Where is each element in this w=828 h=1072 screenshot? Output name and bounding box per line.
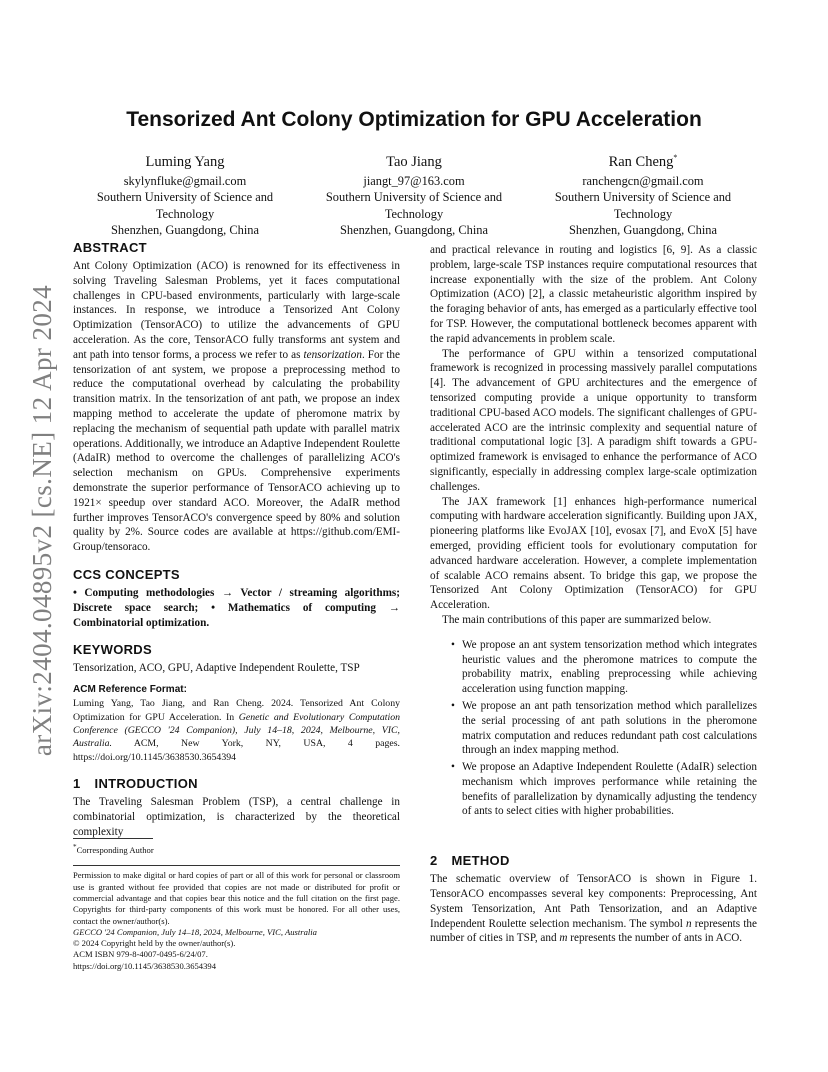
introduction-section xyxy=(73,776,400,839)
method-heading: 2 METHOD xyxy=(430,853,510,869)
author-affiliation: Southern University of Science and xyxy=(96,190,274,205)
introduction-paragraph-1-cont: and practical relevance in routing and logistics [6, 9]. As a classic problem, large-scale TSP instances require computational resources that increase exponentially with the size of the problem. Ant Colony Optimization (ACO) [2], a classic metaheuristic algorithm inspired by the foraging behavior of ants, has emerged as a particularly effective tool for TSP. However, the computational bottleneck becomes apparent with the rapid advancements in problem scale. xyxy=(430,244,758,345)
keywords-text: Tensorization, ACO, GPU, Adaptive Independent Roulette, TSP xyxy=(73,662,360,675)
keywords-section xyxy=(73,642,400,764)
ccs-section xyxy=(73,567,400,630)
author-affiliation-cont: Technology xyxy=(155,206,215,221)
author-name: Luming Yang xyxy=(145,153,225,170)
author-affiliation: Southern University of Science and xyxy=(554,190,732,205)
corresponding-author-note: *Corresponding Author xyxy=(73,843,154,855)
conference-line: GECCO '24 Companion, July 14–18, 2024, Melbourne, VIC, Australia xyxy=(73,926,317,937)
bullet-icon: • xyxy=(451,638,455,651)
paper-title: Tensorized Ant Colony Optimization for GPU Acceleration xyxy=(126,108,702,131)
abstract-heading: ABSTRACT xyxy=(73,240,147,255)
author-email: jiangt_97@163.com xyxy=(363,173,465,188)
introduction-paragraph-4: The main contributions of this paper are summarized below. xyxy=(442,613,712,626)
isbn-line: ACM ISBN 979-8-4007-0495-6/24/07. xyxy=(73,949,208,960)
author-email: skylynfluke@gmail.com xyxy=(123,173,247,188)
author-affiliation-cont: Technology xyxy=(384,206,444,221)
copyright-line: © 2024 Copyright held by the owner/author(s). xyxy=(73,938,236,949)
arxiv-identifier: arXiv:2404.04895v2 [cs.NE] 12 Apr 2024 xyxy=(27,284,58,756)
keywords-heading: KEYWORDS xyxy=(73,642,152,658)
introduction-paragraph-2: The performance of GPU within a tensorized computational framework is recognized in processing massively parallel computations [4]. The advancement of GPU architectures and the emergence of tensorized computing provide a unique opportunity to transform traditional CPU-based ACO models. The significant challenges of GPU-accelerated ACO are the intrinsic complexity and sequential nature of traditional computational logic [3]. A paradigm shift towards a GPU-optimized framework is envisaged to enhance the performance of ACO significantly, especially in addressing complex large-scale optimization challenges. xyxy=(430,347,757,493)
list-item: • We propose an ant system tensorization method which integrates heuristic values and the pheromone matrices to compute the probability matrix, enabling preprocessing while achieving acceleration using function mapping. xyxy=(451,638,757,696)
author-affiliation: Southern University of Science and xyxy=(325,190,503,205)
doi-link[interactable]: https://doi.org/10.1145/3638530.3654394 xyxy=(73,960,216,971)
method-section xyxy=(430,853,757,946)
acm-reference-heading: ACM Reference Format: xyxy=(73,684,187,696)
author-location: Shenzhen, Guangdong, China xyxy=(340,223,488,238)
footnote-rule xyxy=(73,838,153,839)
arxiv-stamp xyxy=(18,270,68,770)
list-item: • We propose an ant path tensorization method which parallelizes the serial processing of ant path solutions in the pheromone matrix computation and reduces redundant path cost calculations through an index mapping method. xyxy=(451,699,757,757)
permission-rule xyxy=(73,865,400,866)
ccs-text: • Computing methodologies → Vector / streaming algorithms; Discrete space search; • Mathematics of computing → Combinatorial optimization. xyxy=(73,586,400,629)
introduction-paragraph-3: The JAX framework [1] enhances high-performance numerical computing with hardware acceleration significantly. Building upon JAX, pioneering platforms like EvoJAX [10], evosax [7], and EvoX [5] have emerged, providing efficient tools for evolutionary computation for advanced hardware acceleration. However, a complete implementation of scalable ACO remains absent. To bridge this gap, we propose the Tensorized Ant Colony Optimization (TensorACO) for GPU Acceleration. xyxy=(430,495,757,612)
author-name: Ran Cheng* xyxy=(608,153,678,170)
author-name: Tao Jiang xyxy=(386,153,442,170)
footnote-area xyxy=(73,838,400,972)
bullet-icon: • xyxy=(451,761,455,774)
bullet-icon: • xyxy=(451,699,455,712)
author-location: Shenzhen, Guangdong, China xyxy=(569,223,717,238)
author-email: ranchengcn@gmail.com xyxy=(582,173,704,188)
permission-text: Permission to make digital or hard copies of part or all of this work for personal or classroom use is granted without fee provided that copies are not made or distributed for profit or commercial advantage and that copies bear this notice and the full citation on the first page. Copyrights for third-party components of this work must be honored. For all other uses, contact the owner/author(s). xyxy=(73,870,400,926)
acm-reference-text: Luming Yang, Tao Jiang, and Ran Cheng. 2024. Tensorized Ant Colony Optimization for GPU Acceleration. In Genetic and Evolutionary Computation Conference (GECCO '24 Companion), July 14–18, 2024, Melbourne, VIC, Australia. ACM, New York, NY, USA, 4 pages. https://doi.org/10.1145/3638530.3654394 xyxy=(73,698,400,763)
author-affiliation-cont: Technology xyxy=(613,206,673,221)
author-3 xyxy=(531,148,755,239)
list-item: • We propose an Adaptive Independent Roulette (AdaIR) selection mechanism which improves performance while retaining the benefits of parallelization by dynamically adjusting the tendency of ants to select cities with higher probabilities. xyxy=(451,761,757,818)
method-paragraph-1: The schematic overview of TensorACO is shown in Figure 1. TensorACO encompasses several key components: Preprocessing, Ant System Tensorization, Ant Path Tensorization, and an Adaptive Independent Roulette selection mechanism. The symbol n represents the number of cities in TSP, and m represents the number of ants in ACO. xyxy=(430,873,757,945)
abstract-text: Ant Colony Optimization (ACO) is renowned for its effectiveness in solving Traveling Salesman Problems, yet it faces computational challenges in CPU-based environments, particularly with large-scale instances. In response, we introduce a Tensorized Ant Colony Optimization (TensorACO) to utilize the advancements of GPU acceleration. As the core, TensorACO fully transforms ant system and ant path into tensor forms, a process we refer to as tensorization. For the tensorization of ant system, we propose a preprocessing method to reduce the computational overhead by calculating the probability transition matrix. In the tensorization of ant path, we propose an index mapping method to accelerate the update of pheromone matrix by replacing the mechanism of sequential path update with parallel matrix operations. Additionally, we introduce an Adaptive Independent Roulette (AdaIR) method to overcome the challenges of parallelizing ACO's selection mechanism on GPUs. Comprehensive experiments demonstrate the superior performance of TensorACO achieving up to 1921× speedup over standard ACO. Moreover, the AdaIR method further improves TensorACO's convergence speed by 80% and solution quality by 2%. Source codes are available at https://github.com/EMI-Group/tensoraco. xyxy=(73,260,400,554)
author-2 xyxy=(302,148,526,239)
corresponding-mark: * xyxy=(673,153,678,162)
introduction-heading: 1 INTRODUCTION xyxy=(73,776,198,792)
author-1 xyxy=(73,148,297,239)
right-column xyxy=(430,243,757,946)
left-column xyxy=(73,240,400,840)
contributions-list xyxy=(430,638,757,820)
introduction-paragraph-1: The Traveling Salesman Problem (TSP), a central challenge in combinatorial optimization, is characterized by the theoretical complexity xyxy=(73,796,400,838)
ccs-heading: CCS CONCEPTS xyxy=(73,566,180,582)
author-block xyxy=(73,148,755,239)
author-location: Shenzhen, Guangdong, China xyxy=(111,223,259,238)
